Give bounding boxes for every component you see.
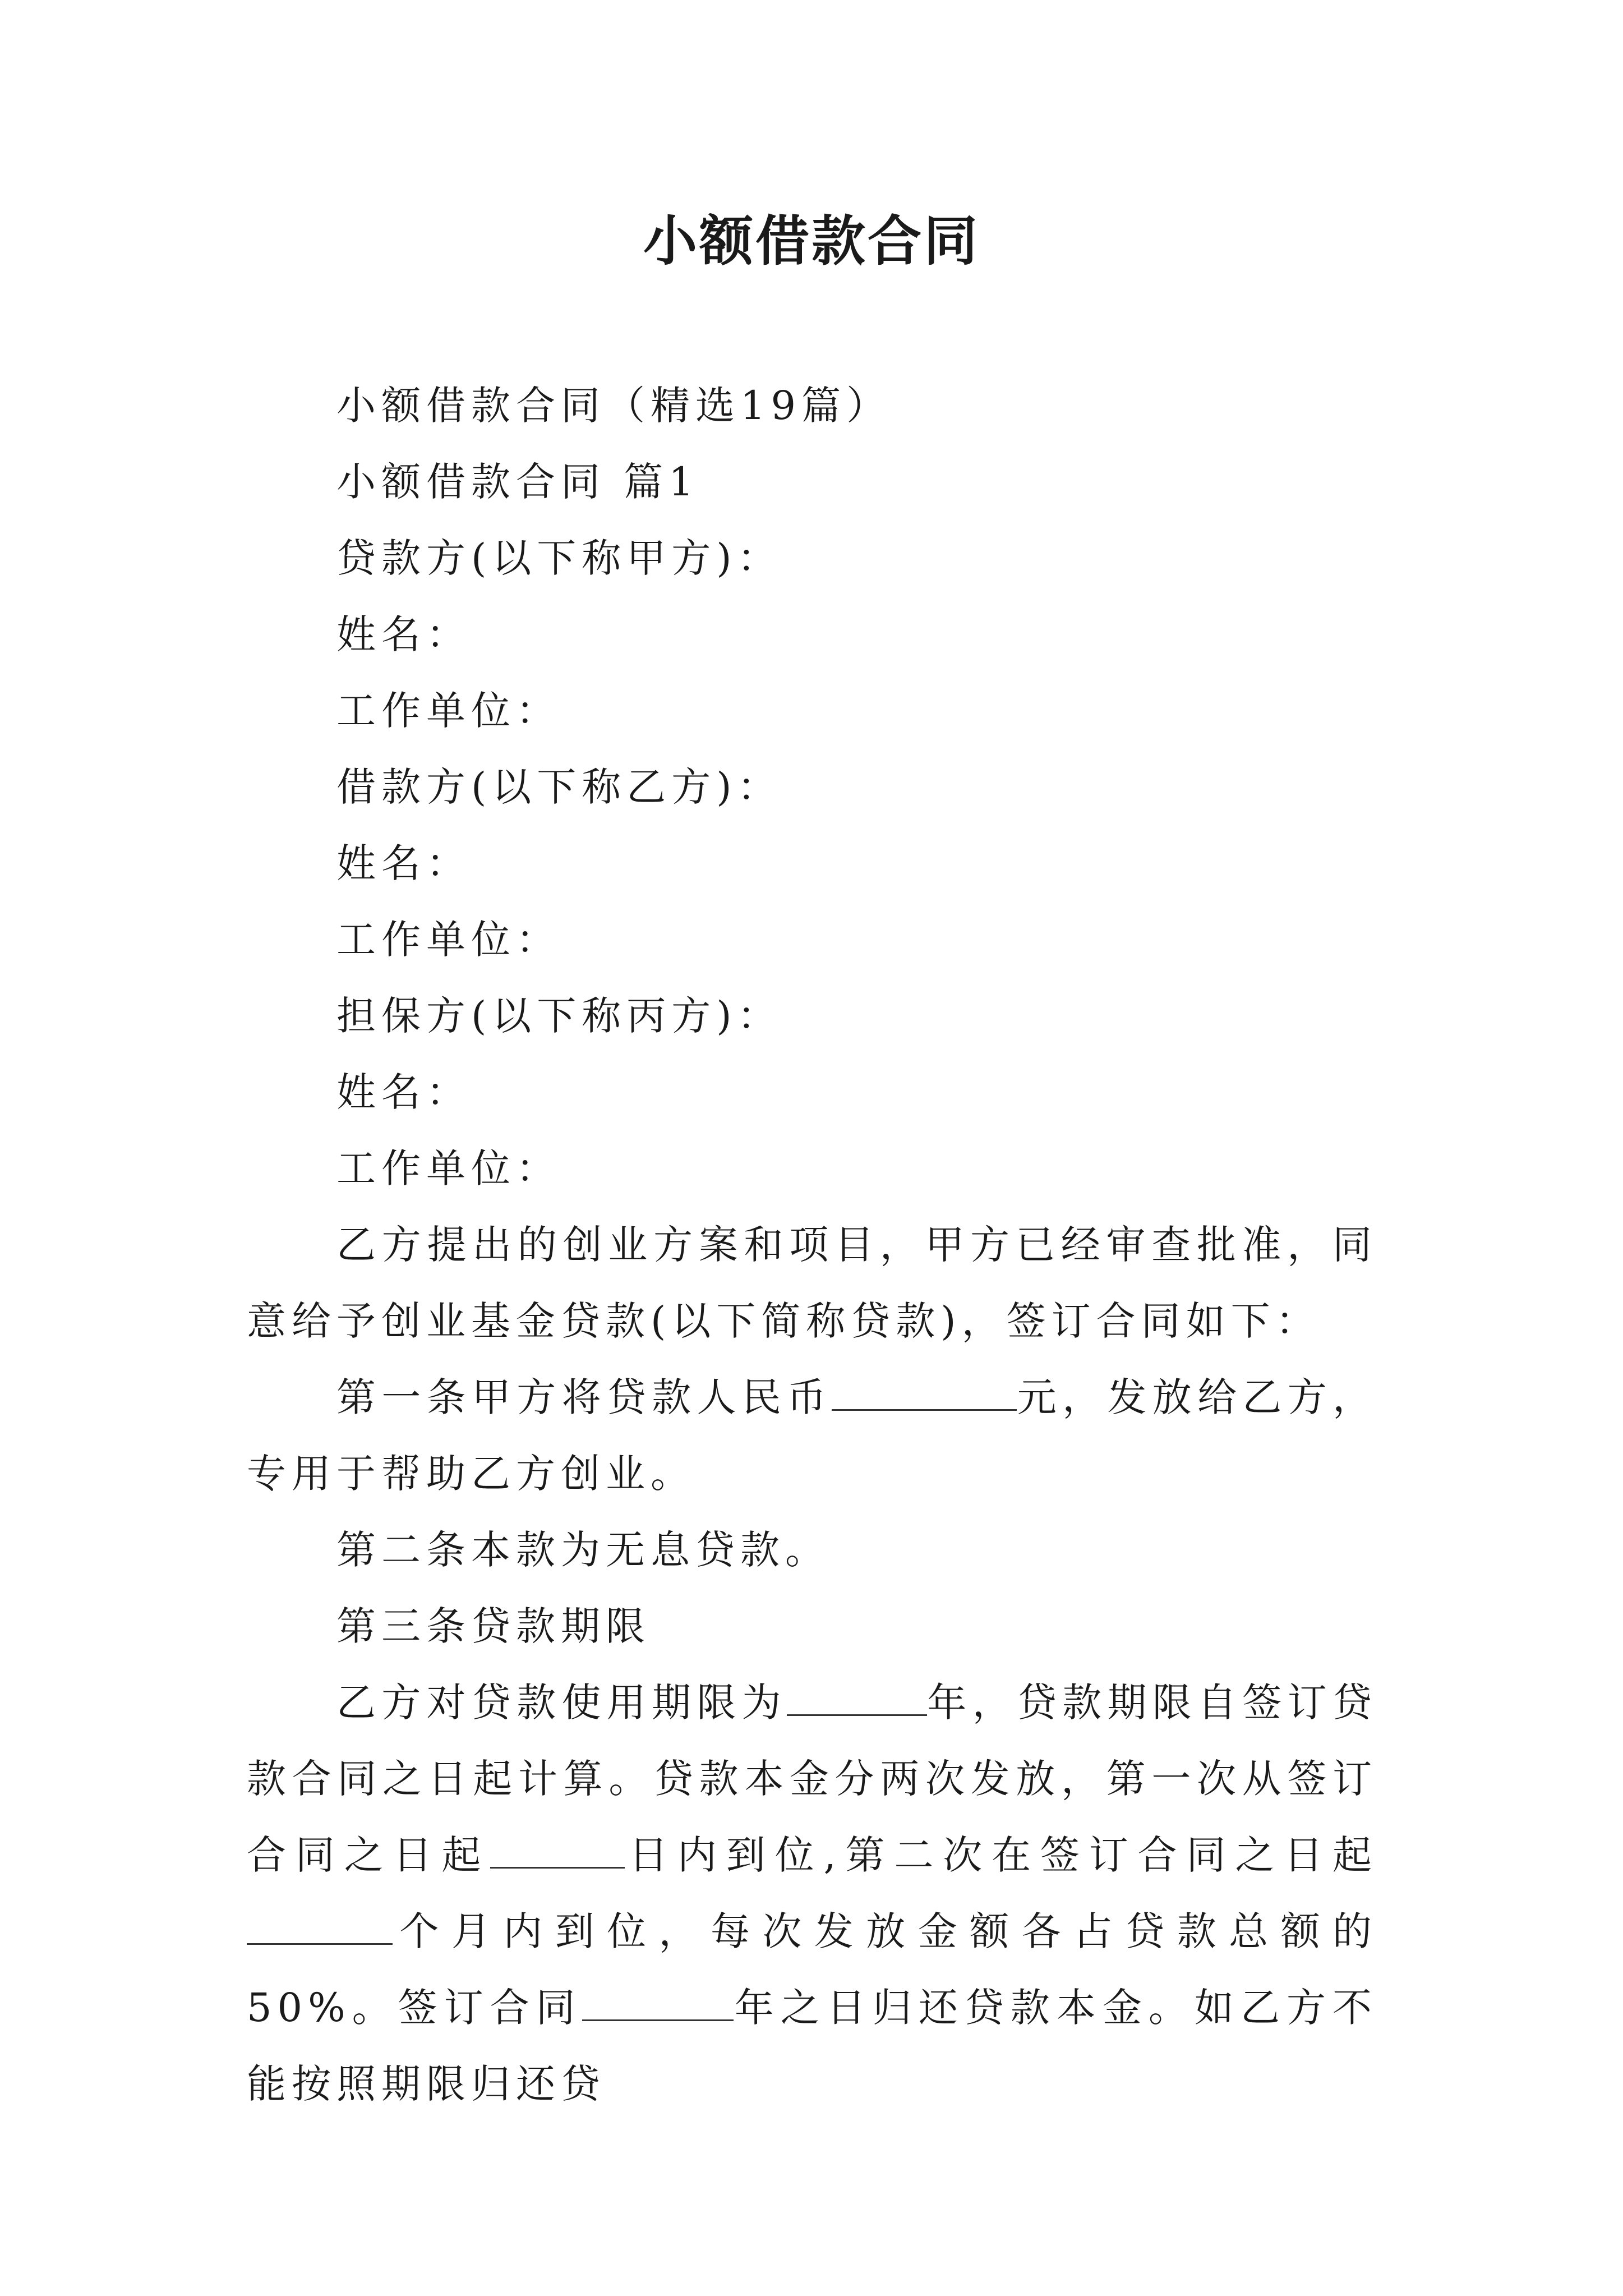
paragraph-lender: 贷款方(以下称甲方)： [336, 535, 782, 581]
paragraph-section-heading: 小额借款合同 篇1 [336, 459, 699, 505]
paragraph-subtitle: 小额借款合同（精选19篇） [336, 383, 892, 429]
repay-years-blank [582, 1986, 734, 2021]
document-body [247, 367, 1377, 2122]
article-3-text-c: 日内到位,第二次在签订合同之日起 [625, 1832, 1378, 1878]
paragraph-article-3-heading: 第三条贷款期限 [336, 1603, 651, 1649]
article-3-text-a: 乙方对贷款使用期限为 [336, 1680, 787, 1726]
article-1-text-b: 元，发放给乙方，专用于帮助乙方创业。 [247, 1374, 1378, 1497]
paragraph-guarantor-name: 姓名： [336, 1069, 471, 1115]
article-3-text-d: 个月内到位，每次发放金额各占贷款总额的50%。签订合同 [247, 1908, 1377, 2031]
paragraph-lender-name: 姓名： [336, 611, 471, 657]
amount-blank [832, 1375, 1017, 1411]
days-blank [490, 1833, 625, 1869]
paragraph-borrower-name: 姓名： [336, 840, 471, 886]
paragraph-article-2: 第二条本款为无息贷款。 [336, 1527, 830, 1573]
article-3-text-b: 年，贷款期限自签订贷款合同之日起计算。贷款本金分两次发放，第一次从签订合同之日起 [247, 1680, 1377, 1878]
paragraph-borrower-employer: 工作单位： [336, 917, 561, 963]
paragraph-article-1 [247, 1359, 1377, 1512]
months-blank [247, 1910, 393, 1945]
years-blank [787, 1681, 927, 1716]
paragraph-borrower: 借款方(以下称乙方)： [336, 764, 782, 810]
document-title: 小额借款合同 [643, 209, 980, 273]
paragraph-preamble: 乙方提出的创业方案和项目，甲方已经审查批准，同意给予创业基金贷款(以下简称贷款)，签订合同如下： [247, 1222, 1377, 1344]
paragraph-lender-employer: 工作单位： [336, 688, 561, 734]
paragraph-guarantor: 担保方(以下称丙方)： [336, 993, 782, 1039]
article-1-text-a: 第一条甲方将贷款人民币 [336, 1374, 832, 1420]
article-3-text-e: 年之日归还贷款本金。如乙方不能按照期限归还贷 [247, 1985, 1378, 2107]
paragraph-article-3-body [247, 1664, 1377, 2122]
paragraph-guarantor-employer: 工作单位： [336, 1145, 561, 1191]
